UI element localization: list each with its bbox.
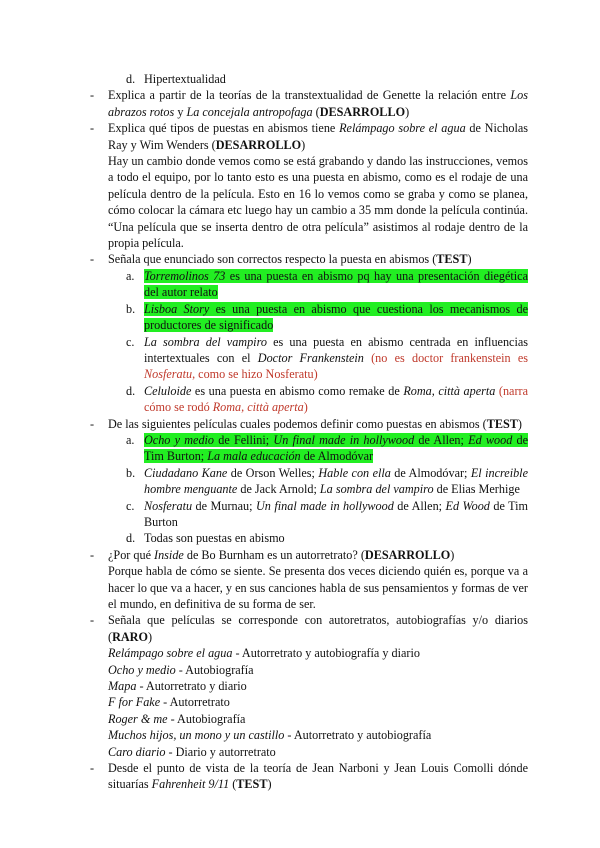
film-title: Fahrenheit 9/11 <box>151 777 230 792</box>
q3-option-d <box>86 383 528 416</box>
option-letter: b. <box>126 301 136 316</box>
question-text: De las siguientes películas cuales podemos definir como puestas en abismos ( <box>108 416 487 431</box>
film-title: Roger & me <box>108 711 168 726</box>
answer-relampago: Hay un cambio donde vemos como se está grabando y dando las instrucciones, vemos a todo el equipo, por lo tanto esto es una puesta en abismo, como es el rodaje de una película dentro de la película. Esto en 16 lo vemos como se graba y como se planea, cómo colocar la cámara etc luego hay un cambio a 35 mm donde la película continúa. “Una película que se inserta dentro de otra película” asistimos al rodaje dentro de la propia película. <box>108 154 528 251</box>
option-text: de Allen; <box>393 498 446 513</box>
q4-option-c <box>86 498 528 531</box>
film-title: Mapa <box>108 679 137 694</box>
bullet: - <box>90 121 95 136</box>
note-text: , como se hizo Nosferatu) <box>192 367 318 382</box>
question-type-tag: TEST <box>236 777 268 792</box>
option-text: de Almodóvar <box>300 449 374 464</box>
option-letter: b. <box>126 465 136 480</box>
film-classification-line <box>86 711 528 727</box>
option-text: de Tim Burton <box>144 498 529 529</box>
film-classification-line <box>86 727 528 743</box>
question-text: ¿Por qué <box>108 547 155 562</box>
film-genre: - Autorretrato y autobiografía y diario <box>232 646 420 661</box>
film-title: Doctor Frankenstein <box>257 350 364 365</box>
question-text: Señala que películas se corresponde con autoretratos, autobiografías y/o diarios ( <box>108 613 528 644</box>
question-autorretratos <box>86 612 528 645</box>
film-classification-line <box>86 645 528 661</box>
film-classification-line <box>86 678 528 694</box>
q3-option-a <box>86 268 528 301</box>
question-text: Explica qué tipos de puestas en abismos tiene <box>108 121 340 136</box>
film-title: Lisboa Story <box>144 301 210 316</box>
bullet: - <box>90 88 95 103</box>
option-text: es una puesta en abismo pq hay una presentación diegética del autor relato <box>144 268 528 300</box>
film-title: La concejala antropofaga <box>186 104 313 119</box>
film-title: La sombra del vampiro <box>144 334 267 349</box>
film-classification-line <box>86 744 528 760</box>
q0-option-d <box>86 71 528 87</box>
option-letter: c. <box>126 498 135 513</box>
option-letter: a. <box>126 432 135 447</box>
film-title: Ed wood <box>468 432 513 447</box>
question-text: Explica a partir de la teorías de la transtextualidad de Genette la relación entre <box>108 88 511 103</box>
option-text: de Elias Merhige <box>433 482 520 497</box>
film-title: Muchos hijos, un mono y un castillo <box>108 728 285 743</box>
note-text: ) <box>303 400 308 415</box>
q4-option-d <box>86 530 528 546</box>
film-title: Roma, città aperta <box>403 383 496 398</box>
note-text: (narra cómo se rodó <box>144 383 528 415</box>
q4-option-b <box>86 465 528 498</box>
film-title: Torremolinos 73 <box>144 268 226 283</box>
question-type-tag: TEST <box>486 416 518 431</box>
film-title: Relámpago sobre el agua <box>339 121 466 136</box>
question-text: ) <box>467 252 472 267</box>
option-text: de Fellini; <box>214 432 274 447</box>
question-text: Señala que enunciado son correctos respecto la puesta en abismos ( <box>108 252 437 267</box>
question-type-tag: RARO <box>112 629 148 644</box>
correct-answer-highlight <box>144 269 528 299</box>
question-genette <box>86 87 528 120</box>
film-classification-line <box>86 694 528 710</box>
option-text: es una puesta en abismo centrada en influencias intertextuales con el <box>144 334 528 365</box>
film-title: Un final made in hollywood <box>256 498 394 513</box>
q4-option-a <box>86 432 528 465</box>
film-genre: - Autorretrato y diario <box>136 679 247 694</box>
option-letter: d. <box>126 72 136 86</box>
option-text: de Allen; <box>414 432 469 447</box>
option-text: de Murnau; <box>192 498 256 513</box>
film-genre: - Autobiografía <box>175 662 254 677</box>
question-text: ) <box>147 629 153 644</box>
option-letter: c. <box>126 334 135 349</box>
question-type-tag: DESARROLLO <box>364 547 451 562</box>
film-classification-line <box>86 662 528 678</box>
correct-answer-highlight <box>144 302 528 332</box>
bullet: - <box>90 613 95 628</box>
film-genre: - Diario y autorretrato <box>165 744 276 759</box>
correct-answer-highlight <box>144 433 528 463</box>
question-type-tag: DESARROLLO <box>319 104 406 119</box>
film-title: Ed Wood <box>445 498 490 513</box>
question-text: y <box>174 104 187 119</box>
film-title: Celuloide <box>144 383 192 398</box>
bullet: - <box>90 252 95 267</box>
question-text: ) <box>301 137 306 152</box>
film-title: Ocho y medio <box>108 662 176 677</box>
film-title: La mala educación <box>207 449 301 464</box>
answer-inside: Porque habla de cómo se siente. Se presenta dos veces diciendo quién es, porque va a hacer lo que va a hacer, y en sus canciones habla de sus pensamientos y formas de ver el mundo, en definitiva de su forma de ser. <box>108 564 528 611</box>
document-content <box>86 71 528 793</box>
question-text: Desde el punto de vista de la teoría de Jean Narboni y Jean Louis Comolli dónde situarías <box>108 761 528 792</box>
film-genre: - Autorretrato <box>160 695 230 710</box>
question-puesta-abismo-enunciados <box>86 251 528 267</box>
q3-option-b <box>86 301 528 334</box>
question-text: ) <box>267 777 272 792</box>
q3-option-c <box>86 334 528 383</box>
film-title: Relámpago sobre el agua <box>108 646 233 661</box>
question-type-tag: DESARROLLO <box>215 137 302 152</box>
film-title: Ocho y medio <box>144 432 215 447</box>
question-text: ) <box>517 416 522 431</box>
film-title: Caro diario <box>108 744 166 759</box>
film-title: Inside <box>154 547 184 562</box>
film-title: F for Fake <box>108 695 161 710</box>
film-title: El increible hombre menguante <box>144 465 528 497</box>
film-title: Los abrazos rotos <box>108 88 528 119</box>
film-genre: - Autobiografía <box>167 711 246 726</box>
film-title: Un final made in hollywood <box>273 432 415 447</box>
option-text: Hipertextualidad <box>144 72 226 86</box>
bullet: - <box>90 547 95 562</box>
question-text: ( <box>229 777 237 792</box>
question-fahrenheit <box>86 760 528 793</box>
film-genre: - Autorretrato y autobiografía <box>284 728 432 743</box>
option-text: es una puesta en abismo como remake de <box>191 383 404 398</box>
film-title: Roma, città aperta <box>212 400 304 415</box>
film-title: Nosferatu <box>144 498 193 513</box>
film-title: La sombra del vampiro <box>319 482 434 497</box>
question-text: de Bo Burnham es un autorretrato? ( <box>183 547 365 562</box>
question-type-tag: TEST <box>436 252 468 267</box>
question-text: ) <box>450 547 455 562</box>
bullet: - <box>90 761 95 776</box>
question-peliculas-abismo <box>86 416 528 432</box>
option-letter: a. <box>126 268 135 283</box>
option-letter: d. <box>126 531 136 546</box>
film-title: Hable con ella <box>318 465 391 480</box>
option-text: de Tim Burton; <box>144 432 529 464</box>
bullet: - <box>90 416 95 431</box>
question-inside <box>86 547 528 563</box>
film-title: Nosferatu <box>144 367 193 382</box>
option-text: de Jack Arnold; <box>237 482 320 497</box>
option-text: es una puesta en abismo que cuestiona los mecanismos de productores de significado <box>144 301 528 333</box>
question-text: de Nicholas Ray y Wim Wenders ( <box>108 121 529 152</box>
question-text: ) <box>405 104 410 119</box>
question-relampago <box>86 120 528 153</box>
film-title: Ciudadano Kane <box>144 465 228 480</box>
option-text: de Orson Welles; <box>227 465 319 480</box>
option-text: de Almodóvar; <box>390 465 471 480</box>
note-text: (no es doctor frankenstein es <box>363 350 528 365</box>
option-text: Todas son puestas en abismo <box>144 531 285 546</box>
option-letter: d. <box>126 383 136 398</box>
question-text: ( <box>312 104 320 119</box>
